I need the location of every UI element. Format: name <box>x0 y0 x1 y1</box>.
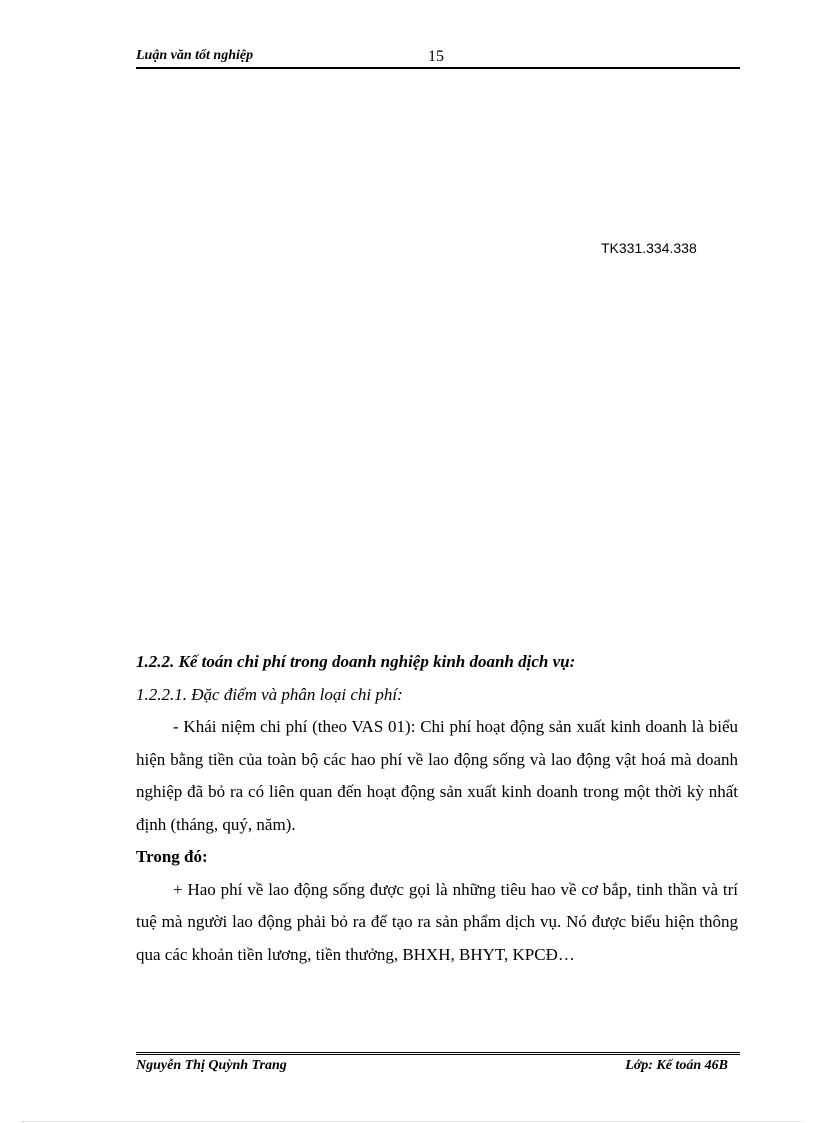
paragraph-living-labor: + Hao phí về lao động sống được gọi là những tiêu hao về cơ bắp, tinh thần và trí tuệ mà người lao động phải bỏ ra để tạo ra sản phẩm dịch vụ. Nó được biểu hiện thông qua các khoản tiền lương, tiền thưởng, BHXH, BHYT, KPCĐ… <box>136 879 738 964</box>
account-label: TK331.334.338 <box>601 240 697 256</box>
subsection-heading: 1.2.2.1. Đặc điểm và phân loại chi phí: <box>136 684 403 704</box>
footer-author: Nguyễn Thị Quỳnh Trang <box>136 1058 287 1073</box>
header-title: Luận văn tốt nghiệp <box>136 48 254 63</box>
footer-class: Lớp: Kế toán 46B <box>625 1058 728 1073</box>
page-number: 15 <box>428 48 444 65</box>
page-edge <box>22 1121 802 1122</box>
label-trong-do: Trong đó: <box>136 847 208 866</box>
section-heading: 1.2.2. Kế toán chi phí trong doanh nghiệp kinh doanh dịch vụ: <box>136 652 576 671</box>
footer-rule <box>136 1052 740 1055</box>
header-rule <box>136 67 740 69</box>
paragraph-cost-concept: - Khái niệm chi phí (theo VAS 01): Chi phí hoạt động sản xuất kinh doanh là biểu hiện bằng tiền của toàn bộ các hao phí về lao động sống và lao động vật hoá mà doanh nghiệp đã bỏ ra có liên quan đến hoạt động sản xuất kinh doanh trong một thời kỳ nhất định (tháng, quý, năm). <box>136 717 738 834</box>
body-text <box>136 646 738 971</box>
